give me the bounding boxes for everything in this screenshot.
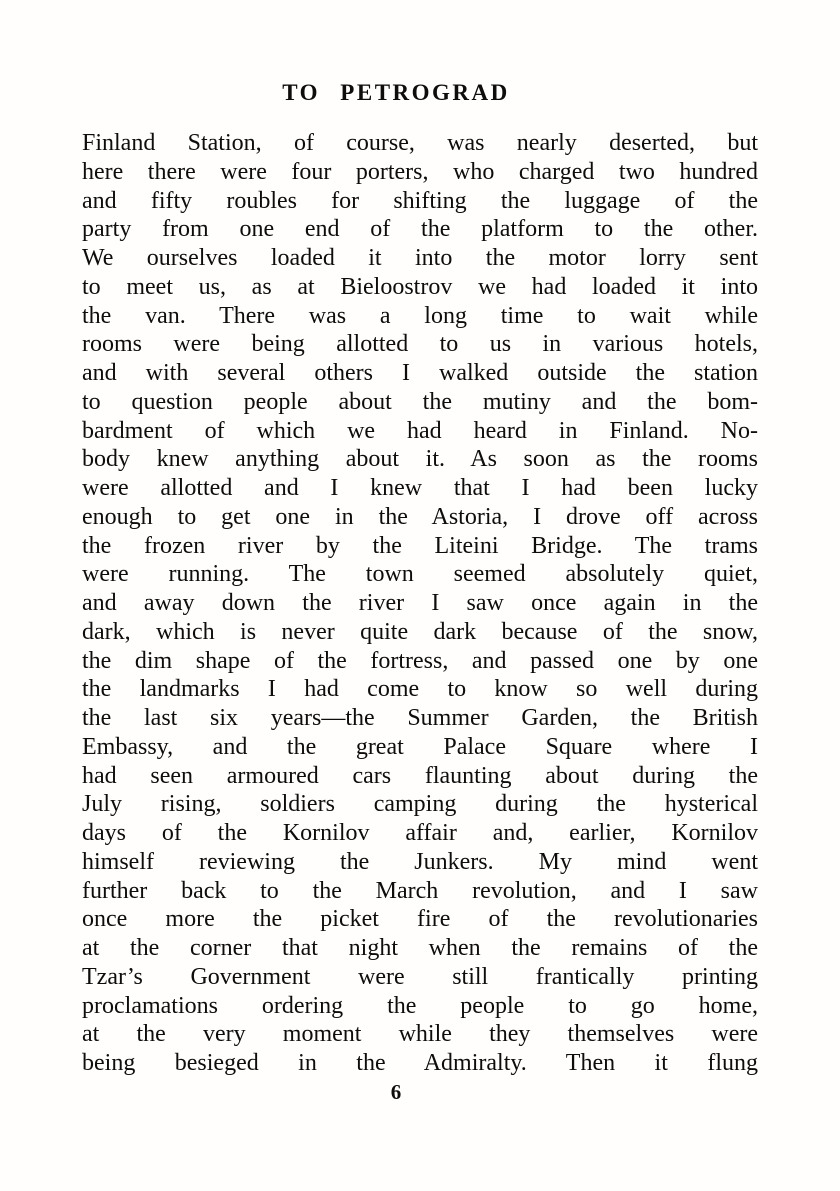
text-line: the landmarks I had come to know so well during [82, 676, 758, 703]
text-line: rooms were being allotted to us in various hotels, [82, 331, 758, 358]
text-line: the dim shape of the fortress, and passed one by one [82, 647, 758, 674]
text-line: being besieged in the Admiralty. Then it flung [82, 1050, 758, 1076]
text-line: at the corner that night when the remains of the [82, 935, 758, 961]
text-line: enough to get one in the Astoria, I drove off across [82, 503, 758, 530]
text-line: were allotted and I knew that I had been lucky [82, 475, 758, 501]
text-line: further back to the March revolution, and I saw [82, 877, 758, 904]
text-line: We ourselves loaded it into the motor lorry sent [82, 245, 758, 271]
text-line: here there were four porters, who charged two hundred [82, 158, 758, 185]
text-line: himself reviewing the Junkers. My mind went [82, 848, 758, 875]
text-line: July rising, soldiers camping during the hysterical [82, 791, 758, 818]
text-line: the van. There was a long time to wait while [82, 302, 758, 329]
text-line: body knew anything about it. As soon as the rooms [82, 446, 758, 473]
text-line: were running. The town seemed absolutely quiet, [82, 561, 758, 588]
text-line: to question people about the mutiny and the bom- [82, 388, 758, 415]
body-text [82, 129, 758, 1078]
text-line: and fifty roubles for shifting the luggage of the [82, 187, 758, 214]
text-line: dark, which is never quite dark because of the snow, [82, 618, 758, 645]
chapter-title: TO PETROGRAD [282, 80, 510, 105]
text-line: to meet us, as at Bieloostrov we had loaded it into [82, 273, 758, 300]
text-line: days of the Kornilov affair and, earlier, Kornilov [82, 820, 758, 846]
text-line: Tzar’s Government were still frantically printing [82, 963, 758, 990]
text-line: and away down the river I saw once again in the [82, 590, 758, 616]
text-line: once more the picket fire of the revolutionaries [82, 906, 758, 933]
text-line: Embassy, and the great Palace Square where I [82, 733, 758, 760]
text-line: party from one end of the platform to the other. [82, 216, 758, 243]
page-number: 6 [390, 1080, 402, 1104]
text-line: the frozen river by the Liteini Bridge. The trams [82, 532, 758, 559]
text-line: the last six years—the Summer Garden, the British [82, 705, 758, 731]
text-line: proclamations ordering the people to go home, [82, 992, 758, 1019]
text-line: had seen armoured cars flaunting about during the [82, 762, 758, 789]
text-line: at the very moment while they themselves were [82, 1021, 758, 1048]
text-line: bardment of which we had heard in Finland. No- [82, 417, 758, 444]
text-line: Finland Station, of course, was nearly deserted, but [82, 130, 758, 156]
text-line: and with several others I walked outside the station [82, 360, 758, 386]
